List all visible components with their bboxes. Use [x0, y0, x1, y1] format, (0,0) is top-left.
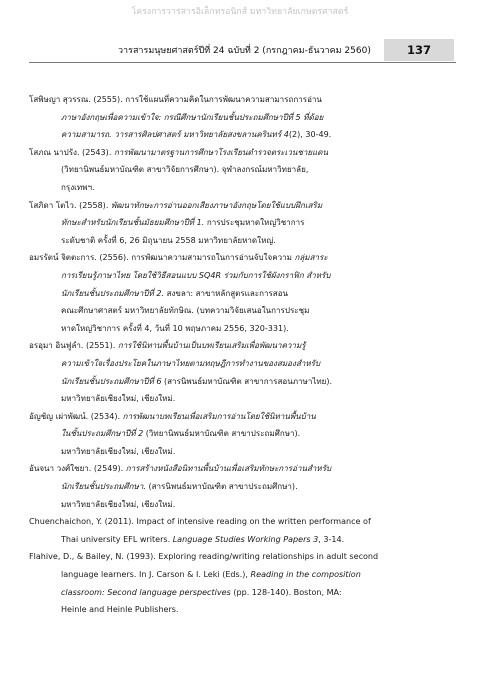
- reference-segment: โสภิดา โตไว. (2558).: [29, 200, 111, 210]
- reference-italic-segment: ทักษะสำหรับนักเรียนชั้นมัธยมศึกษาปีที่ 1.: [61, 218, 205, 228]
- reference-entry: [29, 513, 455, 548]
- reference-segment: อันจนา วงศ์ใชยา. (2549).: [29, 464, 126, 474]
- reference-line: [61, 126, 455, 144]
- reference-italic-segment: ภาษาอังกฤษเพื่อความเข้าใจ: กรณีศึกษานักเรียนชั้นประถมศึกษาปีที่ 5 ที่ด้อย: [61, 112, 324, 122]
- reference-segment: มหาวิทยาลัยเชียงใหม่, เชียงใหม่.: [61, 446, 176, 456]
- reference-segment: , 3-14.: [318, 534, 345, 544]
- reference-italic-segment: การใช้นิทานพื้นบ้านเป็นบทเรียนเสริมเพื่อพัฒนาความรู้: [117, 341, 306, 351]
- reference-italic-segment: การพัฒนามาตรฐานการศึกษาโรงเรียนตำรวจตระเวนชายแดน: [113, 147, 328, 157]
- reference-entry: [29, 337, 455, 407]
- reference-segment: ระดับชาติ ครั้งที่ 6, 26 มิถุนายน 2558 มหาวิทยาลัยหาดใหญ่.: [61, 235, 276, 245]
- reference-segment: มหาวิทยาลัยเชียงใหม่, เชียงใหม่.: [61, 394, 176, 404]
- reference-segment: Flahive, D., & Bailey, N. (1993). Exploring reading/writing relationships in adult second: [29, 552, 379, 562]
- reference-line: [61, 109, 455, 127]
- reference-italic-segment: นักเรียนชั้นประถมศึกษาปีที่ 2.: [61, 288, 165, 298]
- reference-italic-segment: วารสารศิลปศาสตร์ มหาวิทยาลัยสงขลานครินทร์ 4: [114, 130, 289, 140]
- reference-line: [29, 144, 455, 162]
- reference-line: [61, 267, 455, 285]
- reference-segment: โสภณ นาปรัง. (2543).: [29, 147, 114, 157]
- reference-line: [61, 179, 455, 197]
- reference-italic-segment: Language Studies Working Papers 3: [172, 534, 319, 544]
- reference-segment: สงขลา: สาขาหลักสูตรและการสอน: [164, 288, 289, 298]
- reference-segment: อมรรัตน์ จิตตะการ. (2556). การพัฒนาความสามารถในการอ่านจับใจความ: [29, 253, 295, 263]
- reference-line: [61, 390, 455, 408]
- reference-entry: [29, 548, 455, 618]
- reference-italic-segment: กลุ่มสาระ: [294, 253, 328, 263]
- reference-line: [61, 443, 455, 461]
- reference-line: [61, 302, 455, 320]
- reference-line: [61, 232, 455, 250]
- reference-line: [61, 161, 455, 179]
- reference-segment: หาดใหญ่วิชาการ ครั้งที่ 4, วันที่ 10 พฤษภาคม 2556, 320-331).: [61, 323, 289, 333]
- reference-line: [29, 548, 455, 566]
- reference-segment: Thai university EFL writers.: [61, 534, 173, 544]
- header-divider: [29, 62, 456, 63]
- reference-line: [29, 408, 455, 426]
- reference-line: [61, 584, 455, 602]
- reference-italic-segment: Reading in the composition: [250, 570, 361, 580]
- reference-segment: อรอุมา อินฟูลำ. (2551).: [29, 341, 118, 351]
- reference-line: [29, 513, 455, 531]
- page-number: 137: [406, 43, 431, 57]
- page-header: [0, 39, 480, 61]
- reference-segment: การประชุมหาดใหญ่วิชาการ: [204, 218, 305, 228]
- reference-segment: (วิทยานิพนธ์มหาบัณฑิต สาขาวิจัยการศึกษา). จุฬาลงกรณ์มหาวิทยาลัย,: [61, 165, 309, 175]
- reference-segment: โสพิษญา สุวรรณ. (2555). การใช้แผนที่ความคิดในการพัฒนาความสามารถการอ่าน: [29, 95, 322, 104]
- reference-segment: มหาวิทยาลัยเชียงใหม่, เชียงใหม่.: [61, 499, 176, 509]
- reference-line: [29, 460, 455, 478]
- journal-running-title: วารสารมนุษยศาสตร์ปีที่ 24 ฉบับที่ 2 (กรกฎาคม-ธันวาคม 2560): [118, 46, 371, 56]
- reference-segment: คณะศึกษาศาสตร์ มหาวิทยาลัยทักษิณ. (บทความวิจัยเสนอในการประชุม: [61, 306, 310, 316]
- reference-entry: [29, 144, 455, 197]
- reference-line: [61, 601, 455, 619]
- reference-line: [61, 478, 455, 496]
- page-number-badge: [384, 39, 454, 61]
- reference-segment: (2), 30-49.: [288, 130, 332, 140]
- reference-entry: [29, 408, 455, 461]
- reference-segment: (pp. 128-140). Boston, MA:: [230, 587, 342, 597]
- reference-line: [61, 531, 455, 549]
- reference-entry: [29, 460, 455, 513]
- reference-segment: (วิทยานิพนธ์มหาบัณฑิต สาขาประถมศึกษา).: [143, 429, 301, 439]
- reference-entry: [29, 197, 455, 250]
- reference-list: [29, 91, 455, 619]
- reference-italic-segment: นักเรียนชั้นประถมศึกษา.: [61, 482, 146, 492]
- reference-entry: [29, 249, 455, 337]
- reference-line: [61, 355, 455, 373]
- reference-line: [29, 91, 455, 109]
- reference-italic-segment: การสร้างหนังสือนิทานพื้นบ้านเพื่อเสริมทักษะการอ่านสำหรับ: [125, 464, 332, 474]
- reference-line: [61, 566, 455, 584]
- watermark-text: โครงการวารสารอิเล็กทรอนิกส์ มหาวิทยาลัยเกษตรศาสตร์: [131, 7, 349, 17]
- reference-italic-segment: พัฒนาทักษะการอ่านออกเสียงภาษาอังกฤษโดยใช้แบบฝึกเสริม: [110, 200, 323, 210]
- reference-italic-segment: ในชั้นประถมศึกษาปีที่ 2: [61, 429, 144, 439]
- reference-line: [61, 373, 455, 391]
- reference-segment: (สารนิพนธ์มหาบัณฑิต สาขาประถมศึกษา).: [145, 482, 298, 492]
- reference-italic-segment: classroom: Second language perspectives: [61, 587, 231, 597]
- reference-segment: Heinle and Heinle Publishers.: [61, 605, 179, 615]
- reference-entry: [29, 91, 455, 144]
- reference-italic-segment: การเรียนรู้ภาษาไทย โดยใช้วิธีสอนแบบ SQ4R ร่วมกับการใช้ผังกราฟิก สำหรับ: [61, 270, 331, 280]
- reference-italic-segment: นักเรียนชั้นประถมศึกษาปีที่ 6: [61, 376, 162, 386]
- reference-line: [61, 425, 455, 443]
- reference-line: [61, 496, 455, 514]
- reference-segment: (สารนิพนธ์มหาบัณฑิต สาขาการสอนภาษาไทย).: [161, 376, 333, 386]
- reference-segment: language learners. In J. Carson & I. Leki (Eds.),: [61, 570, 251, 580]
- reference-italic-segment: ความเข้าใจเรื่องประโยคในภาษาไทยตามทฤษฎีการทำงานของสมองสำหรับ: [61, 358, 321, 368]
- reference-line: [29, 337, 455, 355]
- reference-line: [61, 214, 455, 232]
- reference-line: [61, 320, 455, 338]
- reference-segment: อัญชัญ เผ่าพัฒน์. (2534).: [29, 411, 123, 421]
- reference-italic-segment: การพัฒนาบทเรียนเพื่อเสริมการอ่านโดยใช้นิทานพื้นบ้าน: [122, 411, 316, 421]
- reference-segment: Chuenchaichon, Y. (2011). Impact of intensive reading on the written performance of: [29, 517, 371, 527]
- reference-line: [29, 249, 455, 267]
- reference-line: [29, 197, 455, 215]
- reference-italic-segment: ความสามารถ.: [61, 130, 115, 140]
- reference-segment: กรุงเทพฯ.: [61, 182, 95, 192]
- reference-line: [61, 285, 455, 303]
